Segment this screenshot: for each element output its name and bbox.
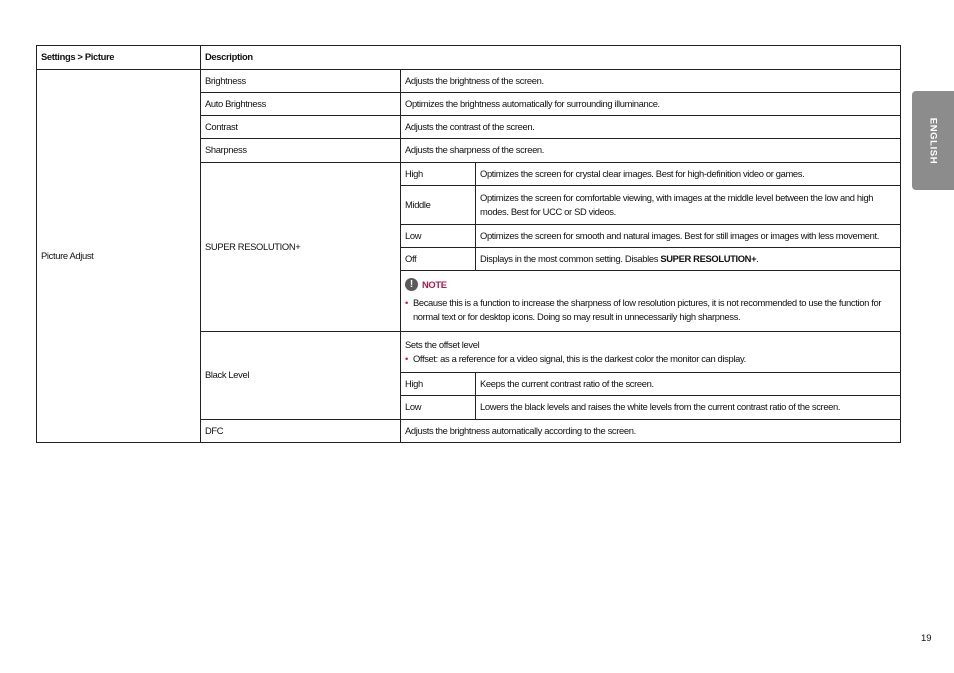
note-block	[401, 271, 901, 332]
label-contrast: Contrast	[201, 116, 401, 139]
label-bl-high: High	[401, 373, 476, 396]
bullet-icon: •	[405, 296, 408, 308]
desc-dfc: Adjusts the brightness automatically according to the screen.	[401, 420, 901, 443]
language-side-tab	[912, 91, 954, 190]
settings-picture-table	[36, 45, 901, 443]
desc-bl-low: Lowers the black levels and raises the white levels from the current contrast ratio of the screen.	[476, 396, 901, 420]
desc-sr-low: Optimizes the screen for smooth and natural images. Best for still images or images with less movement.	[476, 225, 901, 248]
label-super-resolution: SUPER RESOLUTION+	[201, 163, 401, 332]
black-level-bullet	[405, 352, 896, 366]
label-sr-middle: Middle	[401, 186, 476, 225]
side-tab-label: ENGLISH	[927, 117, 939, 164]
desc-bl-high: Keeps the current contrast ratio of the screen.	[476, 373, 901, 396]
desc-sharpness: Adjusts the sharpness of the screen.	[401, 139, 901, 163]
desc-sr-off	[476, 248, 901, 271]
desc-black-level	[401, 332, 901, 373]
label-dfc: DFC	[201, 420, 401, 443]
desc-sr-middle: Optimizes the screen for comfortable viewing, with images at the middle level between the low and high modes. Best for UCC or SD videos.	[476, 186, 901, 225]
desc-contrast: Adjusts the contrast of the screen.	[401, 116, 901, 139]
note-bullet	[405, 296, 896, 324]
label-sharpness: Sharpness	[201, 139, 401, 163]
desc-sr-off-prefix: Displays in the most common setting. Disables	[480, 252, 661, 264]
note-text: Because this is a function to increase the sharpness of low resolution pictures, it is not recommended to use the function for normal text or for desktop icons. Doing so may result in unnecessarily high sharpness.	[412, 296, 882, 323]
label-sr-high: High	[401, 163, 476, 186]
note-title	[405, 278, 896, 292]
label-black-level: Black Level	[201, 332, 401, 420]
black-level-bullet-text: Offset: as a reference for a video signal, this is the darkest color the monitor can display.	[412, 353, 746, 364]
label-sr-off: Off	[401, 248, 476, 271]
desc-auto-brightness: Optimizes the brightness automatically for surrounding illuminance.	[401, 93, 901, 116]
page-number: 19	[921, 633, 932, 644]
table-row-brightness	[37, 70, 901, 93]
table-header-row	[37, 46, 901, 70]
header-settings: Settings > Picture	[37, 46, 201, 70]
black-level-intro: Sets the offset level	[405, 338, 480, 350]
label-sr-low: Low	[401, 225, 476, 248]
header-description: Description	[201, 46, 901, 70]
desc-brightness: Adjusts the brightness of the screen.	[401, 70, 901, 93]
label-brightness: Brightness	[201, 70, 401, 93]
desc-sr-high: Optimizes the screen for crystal clear images. Best for high-definition video or games.	[476, 163, 901, 186]
label-auto-brightness: Auto Brightness	[201, 93, 401, 116]
desc-sr-off-suffix: .	[756, 252, 759, 264]
desc-sr-off-bold: SUPER RESOLUTION+	[660, 252, 757, 264]
bullet-icon: •	[405, 353, 408, 364]
label-bl-low: Low	[401, 396, 476, 420]
group-picture-adjust: Picture Adjust	[37, 70, 201, 443]
note-title-text: NOTE	[422, 278, 447, 290]
exclamation-icon: !	[405, 278, 418, 291]
